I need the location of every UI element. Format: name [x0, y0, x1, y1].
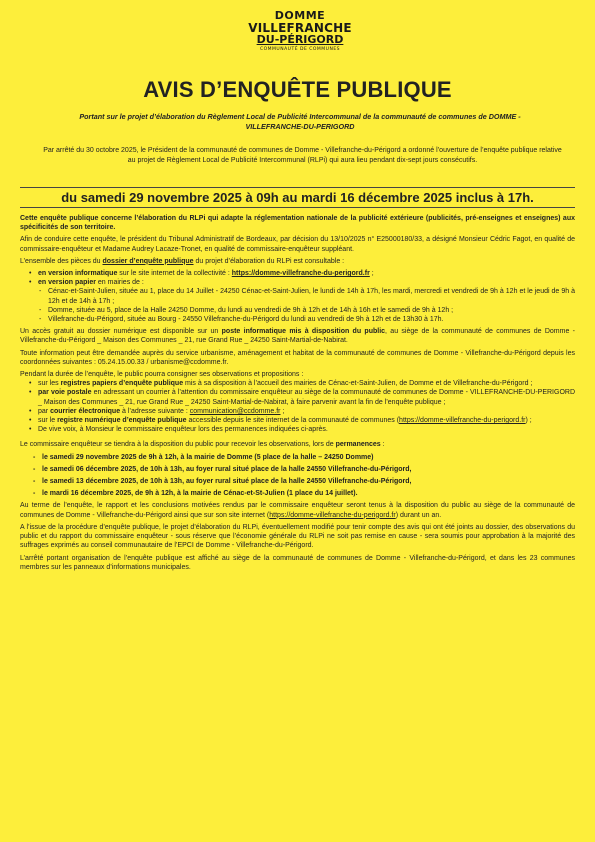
observations-list	[20, 379, 575, 434]
list-item-text: sur le site internet de la collectivité :	[117, 270, 232, 278]
list-item	[38, 278, 575, 287]
community-logo	[225, 10, 375, 53]
list-item	[38, 388, 575, 406]
list-item	[38, 416, 575, 425]
list-item-tail: ;	[280, 407, 285, 415]
list-item: - Domme, située au 5, place de la Halle 24250 Domme, du lundi au vendredi de 9h à 12h et de 14h à 16h et le samedi de 9h à 12h ;	[48, 306, 575, 315]
website-link[interactable]: https://domme-villefranche-du-perigord.fr	[269, 511, 396, 519]
list-item-text: en mairies de :	[95, 279, 144, 287]
page-title: AVIS D’ENQUÊTE PUBLIQUE	[143, 77, 452, 102]
information-paragraph: Toute information peut être demandée auprès du service urbanisme, aménagement et habitat de la communauté de communes de Domme - Villefranche-du-Périgord depuis les coordonnées suivantes : 05.24.15.00.33 / urbanisme@ccdomme.fr.	[20, 349, 575, 366]
dossier-lead-text: L’ensemble des pièces du	[20, 257, 103, 265]
dossier-lead-bold: dossier d’enquête publique	[102, 257, 194, 265]
list-item: - le samedi 06 décembre 2025, de 10h à 13h, au foyer rural situé place de la halle 24550 Villefranche-du-Périgord,	[42, 465, 575, 474]
decree-paragraph: L’arrêté portant organisation de l’enquête publique est affiché au siège de la communauté de communes de Domme - Villefranche-du-Périgord, et dans les 23 communes membres sur les panneaux d’informations municipales.	[20, 554, 575, 571]
list-item-text: par	[38, 407, 51, 415]
report-paragraph	[20, 501, 575, 519]
list-item-bold: en version papier	[38, 279, 96, 287]
list-item	[38, 407, 575, 416]
list-item-bold: courrier électronique	[50, 407, 121, 415]
intro-paragraph: Par arrêté du 30 octobre 2025, le Président de la communauté de communes de Domme - Villefranche-du-Périgord a ordonné l’ouverture de l’enquête publique relative au projet de Règlement Local de Publicité Intercommunal (RLPi) qui aura lieu pendant dix-sept jours consécutifs.	[43, 147, 562, 164]
list-item-tail: ;	[369, 270, 374, 278]
list-item-tail: mis à sa disposition à l’accueil des mairies de Cénac-et-Saint-Julien, de Domme et de Villefranche-du-Périgord ;	[183, 380, 533, 388]
notice-body	[20, 214, 575, 575]
email-link[interactable]: communication@ccdomme.fr	[189, 407, 281, 415]
dossier-lead-tail: du projet d’élaboration du RLPi est consultable :	[193, 257, 345, 265]
public-computer-paragraph	[20, 327, 575, 345]
list-item: - Villefranche-du-Périgord, située au Bourg - 24550 Villefranche-du-Périgord du lundi au vendredi de 9h à 12h et de 13h30 à 17h.	[48, 315, 575, 324]
list-item: - Cénac-et-Saint-Julien, située au 1, place du 14 Juillet - 24250 Cénac-et-Saint-Julien, le lundi de 14h à 17h, les mardi, mercredi et vendredi de 9h à 12h et le jeudi de 9h à 12h et de 14h à 17h ;	[48, 287, 575, 305]
list-item-tail: ) ;	[525, 417, 532, 425]
mairies-list	[20, 287, 575, 324]
scope-paragraph: Cette enquête publique concerne l’élaboration du RLPi qui adapte la réglementation nationale de la publicité extérieure (publicités, pré-enseignes et enseignes) aux spécificités de son territoire.	[20, 215, 575, 232]
commissioner-paragraph: Afin de conduire cette enquête, le président du Tribunal Administratif de Bordeaux, par décision du 13/10/2025 n° E25000180/33, a désigné Monsieur Cédric Fagot, en qualité de commissaire-enquêteur et Madame Audrey Lacaze-Tronet, en qualité de commissaire-enquêteur suppléant.	[20, 236, 575, 253]
inquiry-date-range: du samedi 29 novembre 2025 à 09h au mardi 16 décembre 2025 inclus à 17h.	[20, 187, 575, 208]
list-item	[38, 269, 575, 278]
website-link[interactable]: https://domme-villefranche-du-perigord.fr	[231, 270, 370, 278]
paragraph-bold: poste informatique mis à disposition du public	[221, 328, 386, 336]
dossier-lead	[20, 257, 575, 266]
list-item-text: en adressant un courrier à l’attention du commissaire enquêteur au siège de la communauté de communes de Domme - VILLEFRANCHE-DU-PERIGORD _ Maison des Communes _ 21, rue Grand Rue _ 24250 Saint-Martial-de-Nabirat, à faire parvenir avant la fin de l’enquête publique ;	[38, 389, 576, 406]
list-item-text: sur le	[38, 417, 58, 425]
permanences-list	[20, 453, 575, 499]
permanences-lead	[20, 440, 575, 449]
list-item: - le samedi 13 décembre 2025, de 10h à 13h, au foyer rural situé place de la halle 24550 Villefranche-du-Périgord,	[42, 477, 575, 486]
logo-line-2: VILLEFRANCHE	[248, 21, 352, 35]
list-item: - le mardi 16 décembre 2025, de 9h à 12h, à la mairie de Cénac-et-St-Julien (1 place du 14 juillet).	[42, 489, 575, 498]
paragraph-tail: :	[380, 441, 385, 449]
paragraph-tail: ) durant un an.	[395, 511, 442, 519]
list-item: - le samedi 29 novembre 2025 de 9h à 12h, à la mairie de Domme (5 place de la halle – 24250 Domme)	[42, 453, 575, 462]
list-item-text: à l’adresse suivante :	[120, 407, 190, 415]
list-item-bold: par voie postale	[38, 389, 92, 397]
list-item-bold: en version informatique	[38, 270, 118, 278]
list-item	[38, 379, 575, 388]
paragraph-bold: permanences	[335, 441, 381, 449]
observations-lead: Pendant la durée de l’enquête, le public pourra consigner ses observations et propositions :	[20, 371, 304, 379]
paragraph-tail: , au siège de la communauté de communes de Domme - Villefranche-du-Périgord _ Maison des Communes _ 21, rue Grand Rue _ 24250 Saint-Martial-de-Nabirat.	[20, 328, 575, 345]
website-link[interactable]: https://domme-villefranche-du-perigord.fr	[399, 417, 526, 425]
list-item-bold: registre numérique d’enquête publique	[57, 417, 187, 425]
paragraph-text: Au terme de l’enquête, le rapport et les conclusions motivées rendus par le commissaire enquêteur seront tenus à la disposition du public au siège de la communauté de communes de Domme - Villefranche-du-Périgord ainsi que sur son site internet (	[20, 502, 575, 519]
logo-line-4: COMMUNAUTÉ DE COMMUNES	[259, 47, 341, 52]
paragraph-text: Le commissaire enquêteur se tiendra à la disposition du public pour recevoir les observations, lors de	[20, 441, 336, 449]
paragraph-text: Un accès gratuit au dossier numérique est disponible sur un	[20, 328, 222, 336]
list-item-bold: registres papiers d’enquête publique	[60, 380, 184, 388]
list-item: • De vive voix, à Monsieur le commissaire enquêteur lors des permanences indiquées ci-après.	[38, 425, 575, 434]
dossier-list	[20, 269, 575, 287]
page-subtitle: Portant sur le projet d’élaboration du Règlement Local de Publicité Intercommunal de la communauté de communes de DOMME - VILLEFRANCHE-DU-PERIGORD	[79, 112, 521, 131]
outcome-paragraph: A l’issue de la procédure d’enquête publique, le projet d’élaboration du RLPi, éventuellement modifié pour tenir compte des avis qui ont été joints au dossier, des observations du public et du rapport du commissaire enquêteur - sous réserve que l’économie générale du RLPi ne soit pas remise en cause - sera soumis pour approbation à la majorité des suffrages exprimés au conseil communautaire de l’EPCI de Domme - Villefranche-du-Périgord.	[20, 523, 575, 550]
logo-line-3: DU-PÉRIGORD	[256, 33, 344, 46]
list-item-text: accessible depuis le site internet de la communauté de communes (	[186, 417, 400, 425]
list-item-text: sur les	[38, 380, 61, 388]
logo-line-1: DOMME	[274, 9, 326, 22]
